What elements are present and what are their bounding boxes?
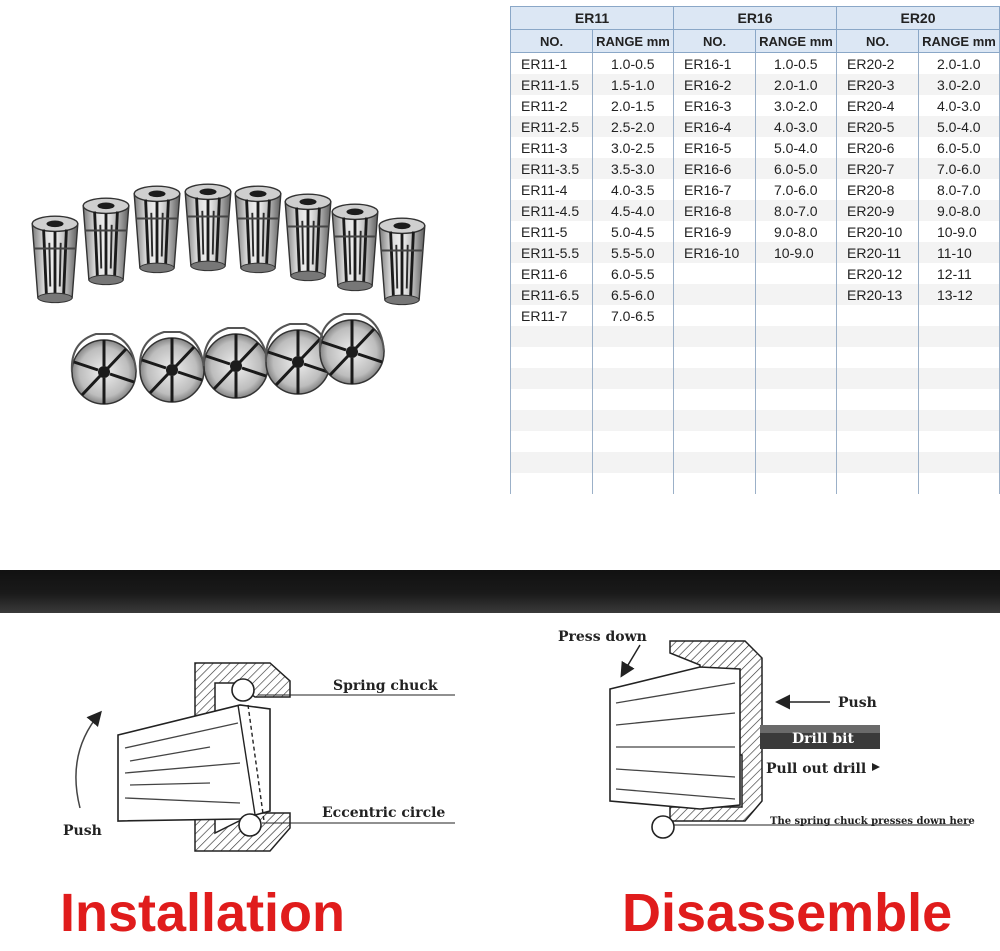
cell-range-mm: 10-9.0	[756, 242, 837, 263]
cell-range-mm	[593, 368, 674, 389]
press-note-label: The spring chuck presses down here	[770, 816, 975, 827]
cell-range-mm: 12-11	[919, 263, 1000, 284]
cell-range-mm	[756, 410, 837, 431]
eccentric-circle-label: Eccentric circle	[322, 805, 446, 821]
cell-range-mm: 9.0-8.0	[919, 200, 1000, 221]
spec-table	[510, 6, 1000, 494]
cell-range-mm	[593, 431, 674, 452]
table-row	[511, 347, 1000, 368]
diagram-canvas	[0, 613, 1000, 946]
cell-model-number	[837, 473, 919, 494]
cell-range-mm	[919, 473, 1000, 494]
drill-bit-label: Drill bit	[792, 731, 854, 747]
group-header-er20: ER20	[837, 7, 1000, 30]
column-header-range: RANGE mm	[756, 30, 837, 53]
cell-range-mm: 2.5-2.0	[593, 116, 674, 137]
column-header-range: RANGE mm	[919, 30, 1000, 53]
cell-model-number: ER20-3	[837, 74, 919, 95]
cell-range-mm: 8.0-7.0	[756, 200, 837, 221]
cell-range-mm	[593, 452, 674, 473]
table-row	[511, 221, 1000, 242]
cell-model-number: ER11-6	[511, 263, 593, 284]
column-header-no: NO.	[837, 30, 919, 53]
cell-model-number: ER11-4	[511, 179, 593, 200]
table-row	[511, 74, 1000, 95]
table-row	[511, 326, 1000, 347]
cell-range-mm	[593, 347, 674, 368]
cell-model-number	[674, 431, 756, 452]
push-label: Push	[838, 695, 877, 711]
column-header-range: RANGE mm	[593, 30, 674, 53]
cell-range-mm: 6.0-5.5	[593, 263, 674, 284]
cell-model-number: ER16-3	[674, 95, 756, 116]
cell-model-number: ER20-7	[837, 158, 919, 179]
cell-range-mm: 3.0-2.0	[756, 95, 837, 116]
cell-model-number: ER20-8	[837, 179, 919, 200]
cell-model-number	[837, 326, 919, 347]
cell-range-mm	[756, 473, 837, 494]
cell-range-mm	[919, 305, 1000, 326]
cell-model-number	[674, 326, 756, 347]
column-header-no: NO.	[511, 30, 593, 53]
cell-model-number	[674, 284, 756, 305]
collet-body	[610, 667, 740, 809]
spring-chuck-label: Spring chuck	[333, 678, 438, 694]
table-row	[511, 473, 1000, 494]
cell-range-mm	[756, 389, 837, 410]
cell-range-mm	[919, 326, 1000, 347]
cell-model-number: ER20-4	[837, 95, 919, 116]
table-row	[511, 410, 1000, 431]
cell-model-number: ER11-1.5	[511, 74, 593, 95]
collet-bottom-row	[72, 314, 384, 404]
table-row	[511, 242, 1000, 263]
cell-range-mm	[756, 347, 837, 368]
cell-model-number	[837, 410, 919, 431]
cell-range-mm	[756, 263, 837, 284]
cell-model-number: ER16-7	[674, 179, 756, 200]
cell-range-mm	[593, 326, 674, 347]
cell-model-number: ER11-2	[511, 95, 593, 116]
cell-model-number: ER11-2.5	[511, 116, 593, 137]
cell-model-number: ER11-5.5	[511, 242, 593, 263]
table-row	[511, 53, 1000, 75]
cell-model-number: ER20-5	[837, 116, 919, 137]
cell-model-number	[511, 347, 593, 368]
cell-range-mm: 2.0-1.5	[593, 95, 674, 116]
cell-model-number	[511, 368, 593, 389]
cell-model-number	[511, 326, 593, 347]
cell-range-mm: 8.0-7.0	[919, 179, 1000, 200]
cell-model-number: ER11-1	[511, 53, 593, 75]
table-row	[511, 158, 1000, 179]
table-row	[511, 116, 1000, 137]
cell-range-mm	[919, 368, 1000, 389]
cell-model-number	[511, 410, 593, 431]
cell-model-number: ER11-4.5	[511, 200, 593, 221]
cell-range-mm	[756, 431, 837, 452]
cell-range-mm	[756, 326, 837, 347]
pull-arrow-icon	[872, 763, 880, 771]
eccentric-ring-bottom	[239, 814, 261, 836]
collet-set-image	[0, 0, 500, 525]
group-header-er11: ER11	[511, 7, 674, 30]
cell-model-number	[674, 389, 756, 410]
cell-range-mm: 7.0-6.0	[756, 179, 837, 200]
pull-out-drill-label: Pull out drill	[766, 761, 867, 777]
table-row	[511, 431, 1000, 452]
cell-model-number: ER11-3.5	[511, 158, 593, 179]
cell-range-mm: 9.0-8.0	[756, 221, 837, 242]
cell-range-mm: 3.0-2.0	[919, 74, 1000, 95]
cell-range-mm: 2.0-1.0	[756, 74, 837, 95]
cell-model-number: ER16-9	[674, 221, 756, 242]
cell-range-mm	[593, 473, 674, 494]
cell-model-number	[674, 452, 756, 473]
cell-model-number: ER11-5	[511, 221, 593, 242]
cell-model-number: ER16-10	[674, 242, 756, 263]
cell-range-mm: 11-10	[919, 242, 1000, 263]
cell-range-mm	[919, 347, 1000, 368]
cell-range-mm: 1.5-1.0	[593, 74, 674, 95]
cell-model-number: ER16-5	[674, 137, 756, 158]
table-row	[511, 368, 1000, 389]
collet-top-row	[32, 184, 425, 304]
cell-model-number	[674, 473, 756, 494]
eccentric-ring	[652, 816, 674, 838]
cell-model-number	[511, 473, 593, 494]
cell-model-number	[837, 368, 919, 389]
cell-model-number: ER20-13	[837, 284, 919, 305]
cell-range-mm: 4.5-4.0	[593, 200, 674, 221]
cell-range-mm: 4.0-3.0	[756, 116, 837, 137]
cell-model-number: ER16-2	[674, 74, 756, 95]
cell-range-mm: 5.0-4.5	[593, 221, 674, 242]
cell-range-mm: 5.0-4.0	[756, 137, 837, 158]
cell-model-number: ER20-6	[837, 137, 919, 158]
cell-range-mm	[756, 452, 837, 473]
table-row	[511, 200, 1000, 221]
cell-model-number	[837, 305, 919, 326]
cell-model-number: ER11-7	[511, 305, 593, 326]
cell-model-number: ER20-2	[837, 53, 919, 75]
cell-range-mm: 5.5-5.0	[593, 242, 674, 263]
cell-range-mm	[593, 389, 674, 410]
cell-range-mm: 7.0-6.5	[593, 305, 674, 326]
installation-title: Installation	[60, 883, 346, 943]
table-row	[511, 284, 1000, 305]
cell-model-number: ER20-11	[837, 242, 919, 263]
cell-range-mm: 5.0-4.0	[919, 116, 1000, 137]
cell-range-mm: 2.0-1.0	[919, 53, 1000, 75]
cell-range-mm: 13-12	[919, 284, 1000, 305]
table-row	[511, 263, 1000, 284]
cell-range-mm	[593, 410, 674, 431]
cell-range-mm: 1.0-0.5	[756, 53, 837, 75]
cell-range-mm: 1.0-0.5	[593, 53, 674, 75]
cell-model-number	[837, 389, 919, 410]
press-down-label: Press down	[558, 629, 647, 645]
collet-spec-table	[510, 6, 1000, 524]
group-header-er16: ER16	[674, 7, 837, 30]
installation-diagram	[60, 663, 455, 943]
cell-range-mm	[919, 389, 1000, 410]
cell-range-mm	[919, 410, 1000, 431]
cell-model-number: ER16-6	[674, 158, 756, 179]
cell-model-number	[837, 347, 919, 368]
cell-model-number: ER20-10	[837, 221, 919, 242]
cell-model-number: ER16-8	[674, 200, 756, 221]
cell-model-number	[837, 431, 919, 452]
cell-range-mm: 6.5-6.0	[593, 284, 674, 305]
table-row	[511, 452, 1000, 473]
column-header-no: NO.	[674, 30, 756, 53]
cell-model-number: ER20-9	[837, 200, 919, 221]
collet-set-photo	[0, 0, 500, 525]
cell-range-mm: 10-9.0	[919, 221, 1000, 242]
cell-range-mm: 4.0-3.5	[593, 179, 674, 200]
cell-range-mm	[919, 431, 1000, 452]
disassemble-diagram	[558, 629, 975, 943]
cell-range-mm	[919, 452, 1000, 473]
usage-diagrams	[0, 613, 1000, 946]
cell-range-mm: 4.0-3.0	[919, 95, 1000, 116]
table-row	[511, 389, 1000, 410]
cell-model-number: ER16-4	[674, 116, 756, 137]
disassemble-title: Disassemble	[622, 883, 953, 943]
spec-table-body	[511, 53, 1000, 495]
cell-model-number	[837, 452, 919, 473]
table-row	[511, 179, 1000, 200]
cell-range-mm: 3.5-3.0	[593, 158, 674, 179]
cell-range-mm: 7.0-6.0	[919, 158, 1000, 179]
table-row	[511, 95, 1000, 116]
push-label: Push	[63, 823, 102, 839]
press-down-arrow	[622, 645, 640, 675]
cell-model-number	[674, 263, 756, 284]
cell-range-mm: 6.0-5.0	[919, 137, 1000, 158]
cell-range-mm	[756, 284, 837, 305]
table-row	[511, 137, 1000, 158]
cell-model-number	[674, 368, 756, 389]
cell-model-number: ER11-6.5	[511, 284, 593, 305]
cell-range-mm	[756, 368, 837, 389]
cell-model-number	[511, 389, 593, 410]
cell-model-number: ER11-3	[511, 137, 593, 158]
cell-model-number	[674, 305, 756, 326]
cell-model-number: ER20-12	[837, 263, 919, 284]
table-row	[511, 305, 1000, 326]
eccentric-ring-top	[232, 679, 254, 701]
cell-model-number: ER16-1	[674, 53, 756, 75]
cell-model-number	[511, 431, 593, 452]
cell-model-number	[511, 452, 593, 473]
cell-model-number	[674, 347, 756, 368]
cell-range-mm: 3.0-2.5	[593, 137, 674, 158]
cell-model-number	[674, 410, 756, 431]
cell-range-mm: 6.0-5.0	[756, 158, 837, 179]
push-arrow	[76, 713, 100, 808]
divider-bar	[0, 570, 1000, 613]
cell-range-mm	[756, 305, 837, 326]
